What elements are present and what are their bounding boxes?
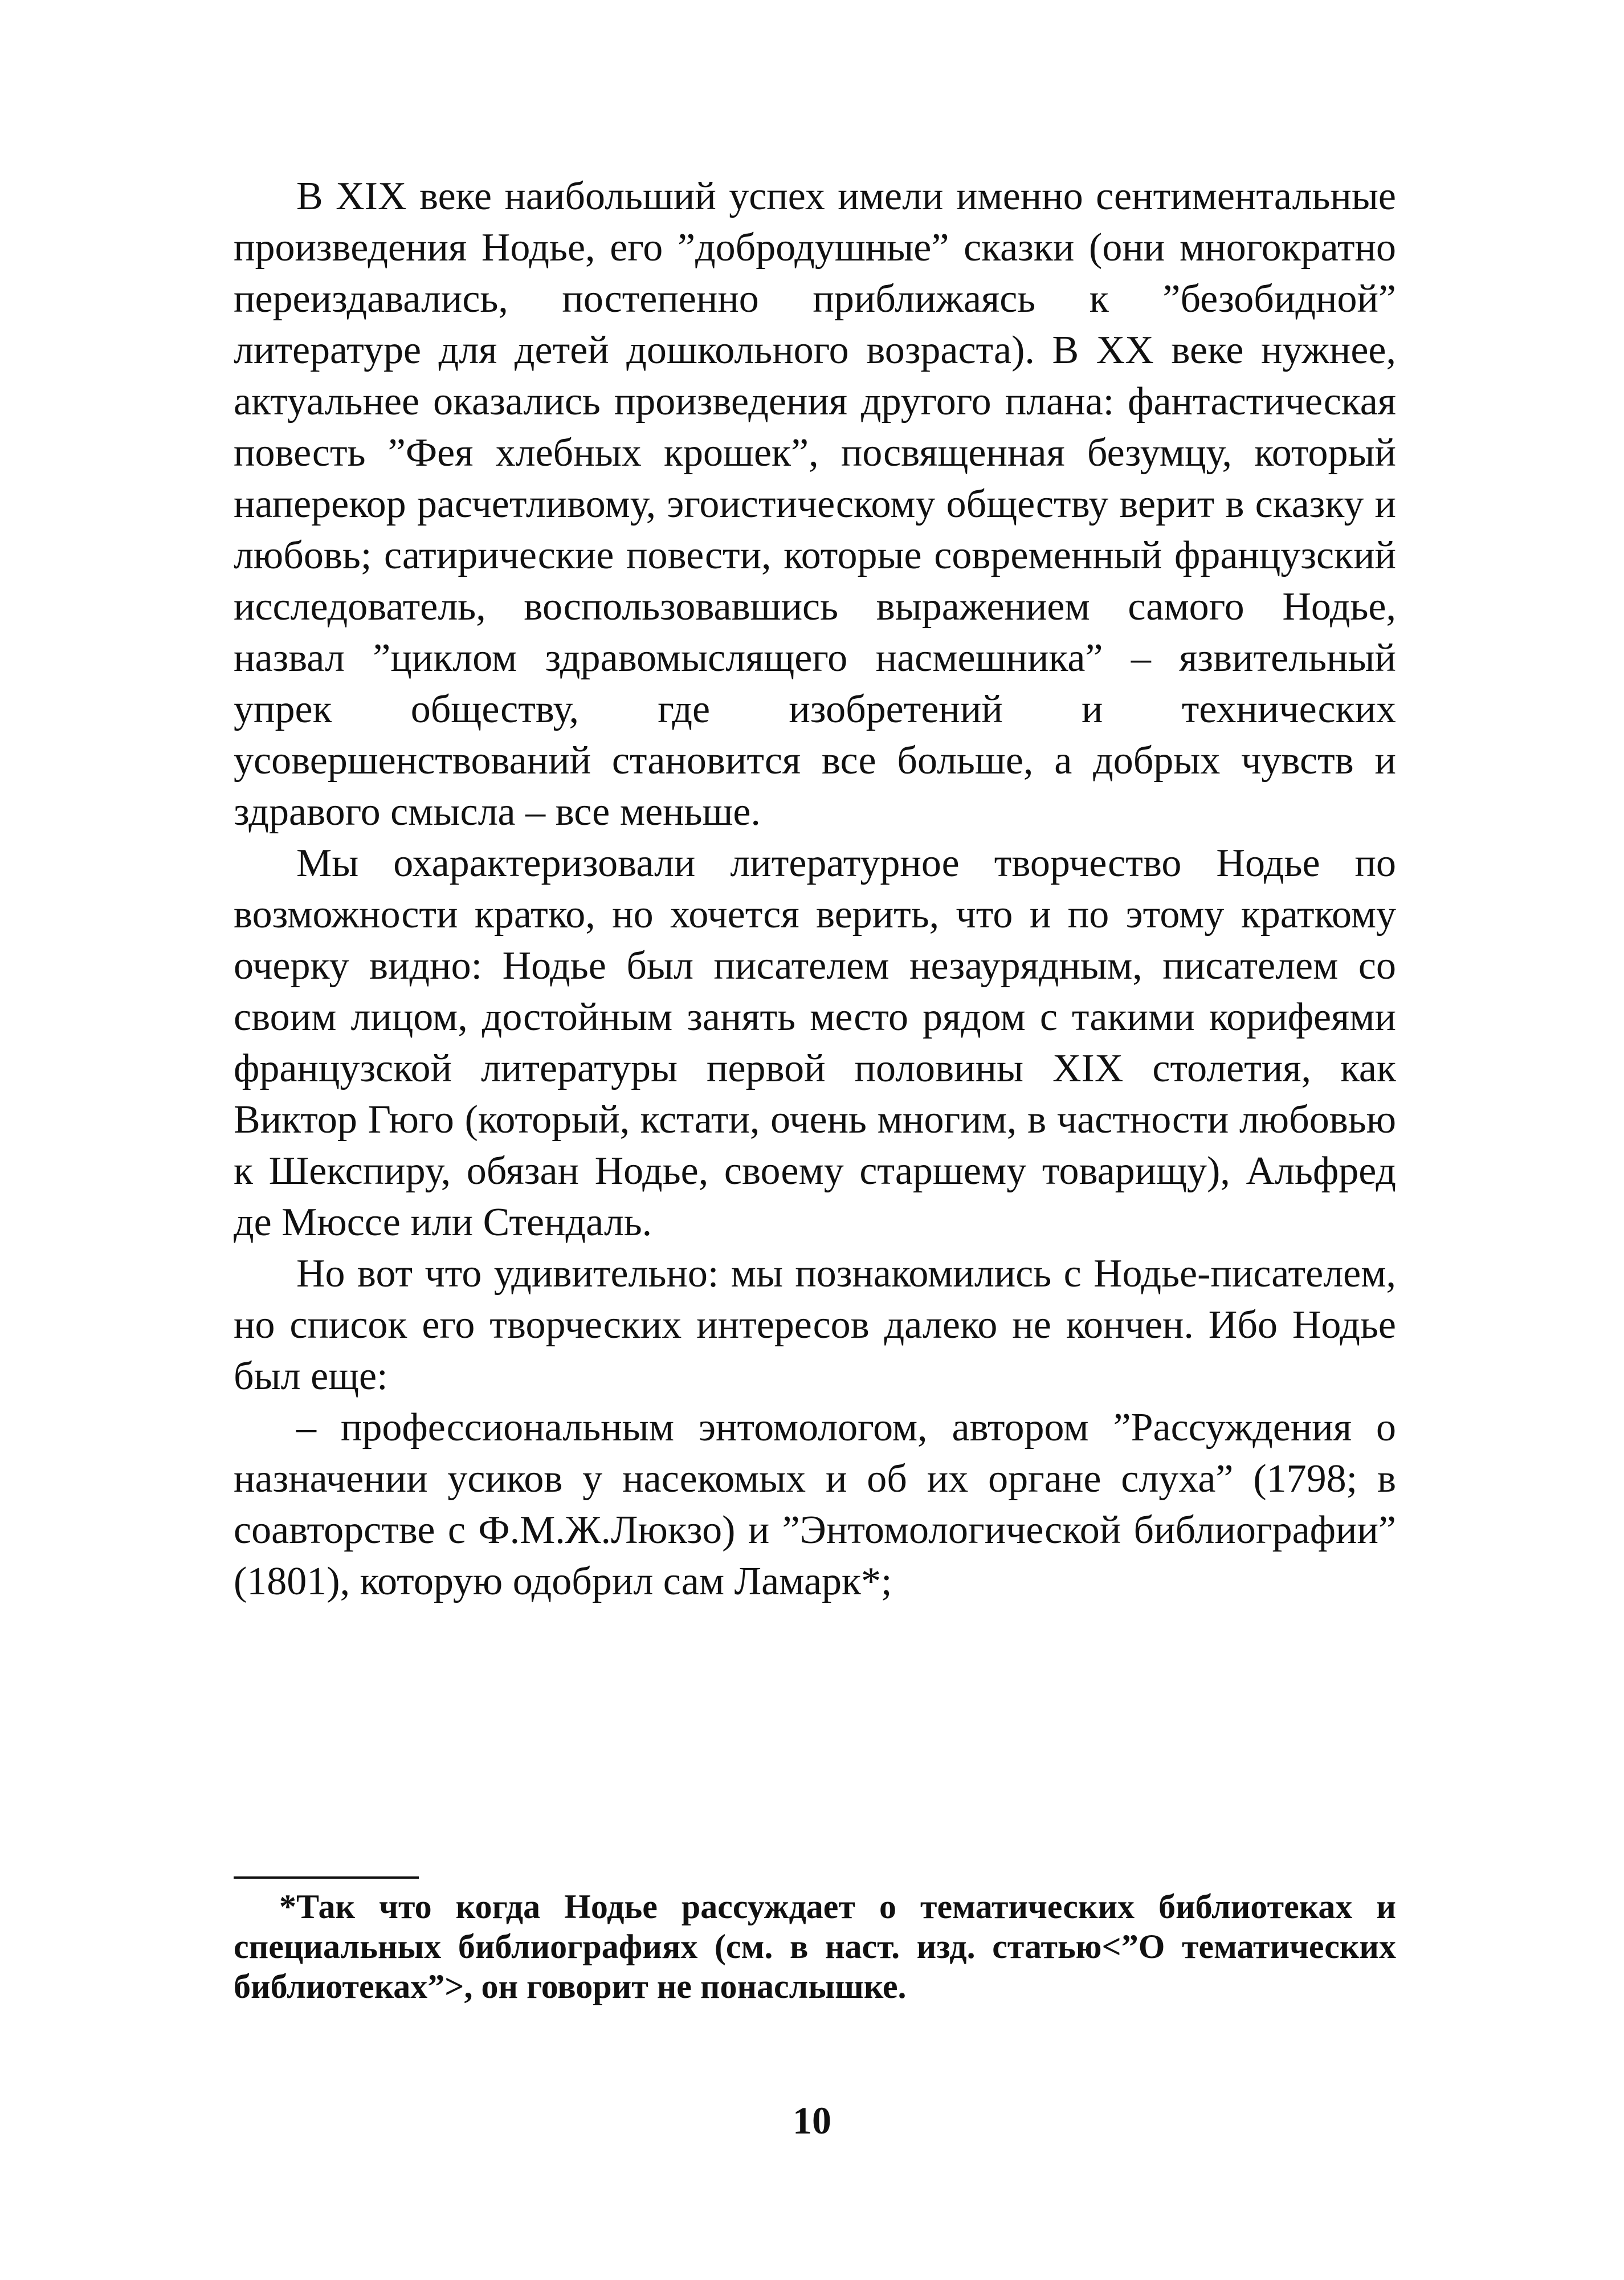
paragraph-3: Но вот что удивительно: мы познакомились с Нодье-писателем, но список его творческих интересов далеко не кончен. Ибо Нодье был еще: (234, 1252, 1396, 1398)
paragraph-1: В XIX веке наибольший успех имели именно сентиментальные произведения Нодье, его ”добродушные” сказки (они многократно переиздавались, постепенно приближаясь к ”безобидной” литературе для детей дошкольного возраста). В XX веке нужнее, актуальнее оказались произведения другого плана: фантастическая повесть ”Фея хлебных крошек”, посвященная безумцу, который наперекор расчетливому, эгоистическому обществу верит в сказку и любовь; сатирические повести, которые современный французский исследователь, воспользовавшись выражением самого Нодье, назвал ”циклом здравомыслящего насмешника” – язвительный упрек обществу, где изобретений и технических усовершенствований становится все больше, а добрых чувств и здравого смысла – все меньше. (234, 174, 1396, 834)
page-number: 10 (793, 2099, 831, 2142)
footnote-divider (234, 1876, 419, 1879)
paragraph-4: – профессиональным энтомологом, автором ”Рассуждения о назначении усиков у насекомых и об их органе слуха” (1798; в соавторстве с Ф.М.Ж.Люкзо) и ”Энтомологической библиографии” (1801), которую одобрил сам Ламарк*; (234, 1406, 1396, 1603)
paragraph-2: Мы охарактеризовали литературное творчество Нодье по возможности кратко, но хочется верить, что и по этому краткому очерку видно: Нодье был писателем незаурядным, писателем со своим лицом, достойным занять место рядом с такими корифеями французской литературы первой половины XIX столетия, как Виктор Гюго (который, кстати, очень многим, в частности любовью к Шекспиру, обязан Нодье, своему старшему товарищу), Альфред де Мюссе или Стендаль. (234, 841, 1396, 1244)
footnote: *Так что когда Нодье рассуждает о тематических библиотеках и специальных библиографиях (см. в наст. изд. статью<”О тематических библиотеках”>, он говорит не понаслышке. (234, 1888, 1396, 2005)
main-text (234, 171, 1396, 1607)
